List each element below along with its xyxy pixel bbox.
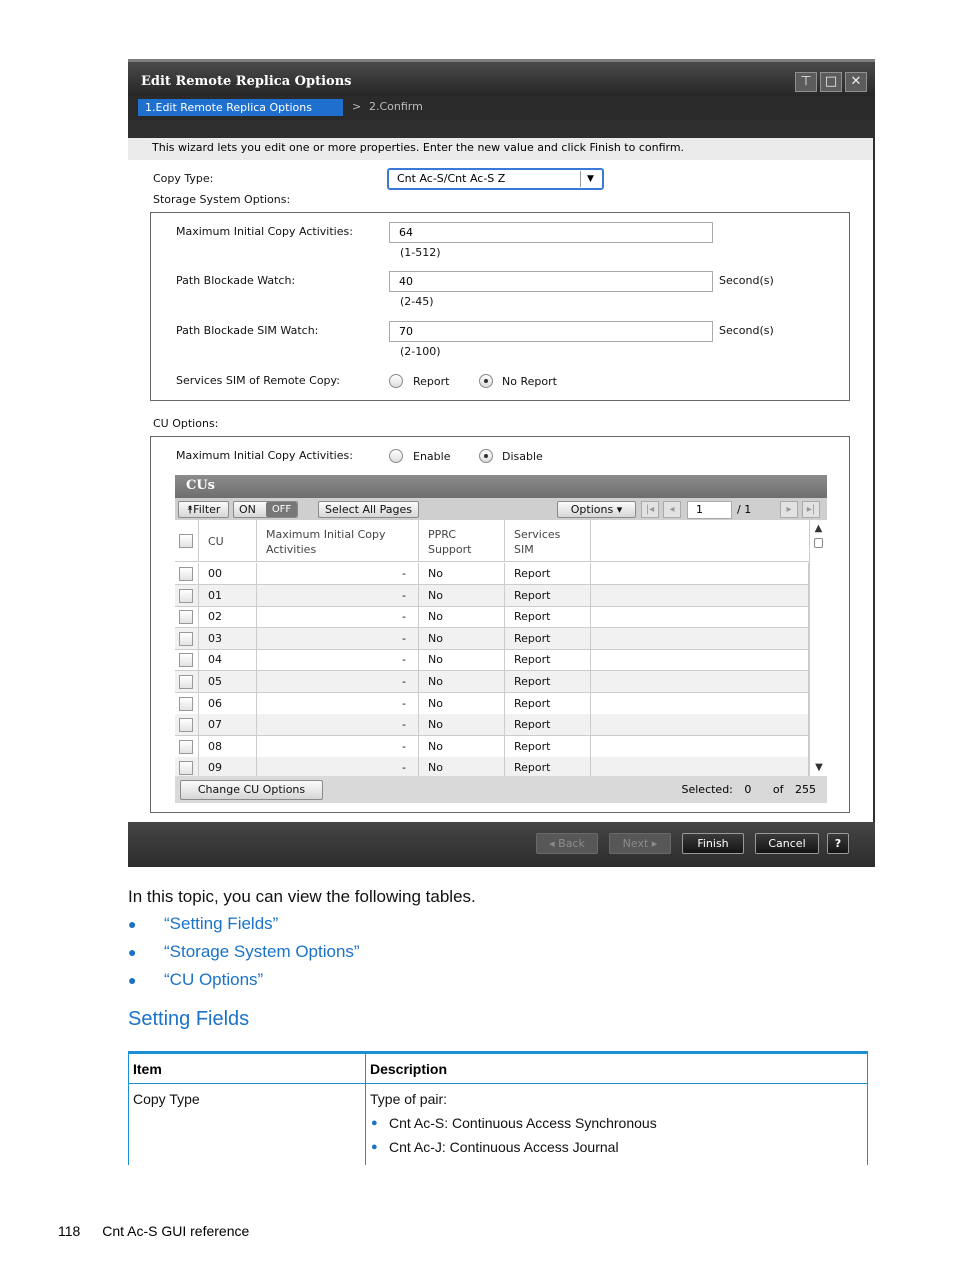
cell-services-sim: Report bbox=[505, 693, 591, 714]
cell-cu: 09 bbox=[199, 757, 257, 778]
finish-button[interactable]: Finish bbox=[682, 833, 744, 854]
cell-empty bbox=[591, 628, 809, 649]
path-blockade-watch-input[interactable]: 40 bbox=[389, 271, 713, 292]
close-icon[interactable]: ✕ bbox=[845, 72, 867, 92]
cell-max-initial-copy: - bbox=[257, 606, 419, 627]
wizard-intro: This wizard lets you edit one or more properties. Enter the new value and click Finish to confirm. bbox=[128, 138, 873, 160]
page-footer bbox=[58, 1223, 249, 1239]
scroll-thumb[interactable] bbox=[814, 538, 823, 548]
change-cu-options-button[interactable]: Change CU Options bbox=[180, 780, 323, 800]
table-row[interactable] bbox=[175, 563, 809, 585]
scroll-up-icon[interactable]: ▲ bbox=[814, 523, 823, 534]
row-checkbox[interactable] bbox=[179, 567, 193, 581]
link-storage-system-options[interactable]: ● “Storage System Options” bbox=[128, 942, 360, 961]
col-pprc-support[interactable]: PPRC Support bbox=[419, 520, 505, 562]
cell-cu: 02 bbox=[199, 606, 257, 627]
page-number: 118 bbox=[58, 1223, 81, 1239]
cu-max-initial-copy-label: Maximum Initial Copy Activities: bbox=[176, 449, 353, 462]
cu-disable-label: Disable bbox=[502, 450, 543, 463]
row-item: Copy Type bbox=[133, 1091, 200, 1107]
cell-max-initial-copy: - bbox=[257, 714, 419, 735]
cu-options-label: CU Options: bbox=[153, 417, 219, 430]
cell-max-initial-copy: - bbox=[257, 628, 419, 649]
cell-empty bbox=[591, 693, 809, 714]
table-row[interactable] bbox=[175, 628, 809, 650]
row-bullet-sync: Cnt Ac-S: Continuous Access Synchronous bbox=[389, 1115, 657, 1131]
cell-empty bbox=[591, 649, 809, 670]
header-description: Description bbox=[370, 1061, 448, 1077]
selected-count: 0 bbox=[744, 783, 752, 796]
cell-services-sim: Report bbox=[505, 671, 591, 692]
cell-empty bbox=[591, 606, 809, 627]
cus-toolbar bbox=[175, 498, 827, 520]
bullet-icon: ● bbox=[371, 1117, 378, 1129]
cell-cu: 03 bbox=[199, 628, 257, 649]
cell-cu: 04 bbox=[199, 649, 257, 670]
help-icon[interactable]: ? bbox=[827, 833, 849, 854]
cell-pprc-support: No bbox=[419, 714, 505, 735]
cus-title: CUs bbox=[175, 475, 827, 498]
table-row[interactable] bbox=[175, 693, 809, 715]
cell-empty bbox=[591, 563, 809, 584]
cell-max-initial-copy: - bbox=[257, 585, 419, 606]
table-column-divider bbox=[365, 1054, 366, 1165]
cell-services-sim: Report bbox=[505, 736, 591, 757]
copy-type-select[interactable] bbox=[387, 168, 604, 190]
cell-cu: 07 bbox=[199, 714, 257, 735]
cu-enable-label: Enable bbox=[413, 450, 451, 463]
storage-system-options-label: Storage System Options: bbox=[153, 193, 291, 206]
setting-fields-table bbox=[128, 1051, 868, 1165]
row-checkbox[interactable] bbox=[179, 632, 193, 646]
row-checkbox[interactable] bbox=[179, 589, 193, 603]
vertical-scrollbar[interactable] bbox=[809, 520, 827, 776]
cell-max-initial-copy: - bbox=[257, 757, 419, 778]
cell-services-sim: Report bbox=[505, 585, 591, 606]
chevron-down-icon: ▼ bbox=[580, 171, 600, 187]
path-blockade-watch-label: Path Blockade Watch: bbox=[176, 274, 296, 287]
path-blockade-sim-watch-input[interactable]: 70 bbox=[389, 321, 713, 342]
section-title: Setting Fields bbox=[128, 1008, 250, 1030]
cancel-button[interactable]: Cancel bbox=[755, 833, 819, 854]
edit-remote-replica-options-dialog bbox=[128, 59, 875, 867]
cell-cu: 05 bbox=[199, 671, 257, 692]
col-cu[interactable]: CU bbox=[199, 520, 257, 562]
cell-services-sim: Report bbox=[505, 757, 591, 778]
path-blockade-watch-range: (2-45) bbox=[400, 295, 434, 308]
topic-link-list bbox=[128, 914, 360, 998]
cell-pprc-support: No bbox=[419, 757, 505, 778]
cell-pprc-support: No bbox=[419, 563, 505, 584]
cell-services-sim: Report bbox=[505, 649, 591, 670]
cell-pprc-support: No bbox=[419, 736, 505, 757]
table-row[interactable] bbox=[175, 671, 809, 693]
cell-pprc-support: No bbox=[419, 693, 505, 714]
cell-pprc-support: No bbox=[419, 628, 505, 649]
path-blockade-sim-watch-range: (2-100) bbox=[400, 345, 441, 358]
dialog-title: Edit Remote Replica Options bbox=[141, 74, 352, 89]
cus-grid bbox=[175, 520, 809, 776]
cell-cu: 01 bbox=[199, 585, 257, 606]
table-row[interactable] bbox=[175, 649, 809, 671]
cell-empty bbox=[591, 714, 809, 735]
cell-services-sim: Report bbox=[505, 714, 591, 735]
cus-table-panel bbox=[175, 475, 827, 803]
dialog-footer bbox=[128, 822, 875, 867]
bullet-icon: ● bbox=[371, 1141, 378, 1153]
max-initial-copy-label: Maximum Initial Copy Activities: bbox=[176, 225, 353, 238]
select-all-pages-button[interactable]: Select All Pages bbox=[318, 501, 419, 518]
row-checkbox[interactable] bbox=[179, 761, 193, 775]
max-initial-copy-input[interactable]: 64 bbox=[389, 222, 713, 243]
table-header-row bbox=[129, 1054, 867, 1084]
services-sim-label: Services SIM of Remote Copy: bbox=[176, 374, 340, 387]
pin-icon[interactable]: ⊤ bbox=[795, 72, 817, 92]
row-checkbox[interactable] bbox=[179, 610, 193, 624]
link-cu-options[interactable]: ● “CU Options” bbox=[128, 970, 264, 989]
table-row[interactable] bbox=[175, 585, 809, 607]
cell-max-initial-copy: - bbox=[257, 693, 419, 714]
max-initial-copy-range: (1-512) bbox=[400, 246, 441, 259]
cell-max-initial-copy: - bbox=[257, 671, 419, 692]
wizard-steps bbox=[128, 96, 875, 120]
cell-max-initial-copy: - bbox=[257, 736, 419, 757]
step-edit-options[interactable]: 1.Edit Remote Replica Options bbox=[138, 99, 343, 116]
total-count: 255 bbox=[795, 783, 816, 796]
cell-max-initial-copy: - bbox=[257, 563, 419, 584]
cu-disable-radio[interactable] bbox=[479, 449, 493, 463]
cus-grid-header bbox=[175, 520, 809, 562]
services-sim-no-report-label: No Report bbox=[502, 375, 557, 388]
maximize-icon[interactable]: □ bbox=[820, 72, 842, 92]
cell-cu: 00 bbox=[199, 563, 257, 584]
filter-off-label: OFF bbox=[266, 502, 297, 517]
prev-page-icon[interactable]: ◂ bbox=[663, 501, 681, 518]
step-separator: > bbox=[352, 100, 362, 113]
back-button[interactable]: ◂ Back bbox=[536, 833, 598, 854]
cu-enable-radio[interactable] bbox=[389, 449, 403, 463]
filter-toggle[interactable] bbox=[233, 501, 298, 518]
copy-type-label: Copy Type: bbox=[153, 172, 214, 185]
selected-label: Selected: bbox=[681, 783, 733, 796]
step-confirm[interactable]: 2.Confirm bbox=[369, 100, 423, 113]
cell-empty bbox=[591, 585, 809, 606]
cell-cu: 08 bbox=[199, 736, 257, 757]
cell-services-sim: Report bbox=[505, 606, 591, 627]
cell-pprc-support: No bbox=[419, 649, 505, 670]
page-number-input[interactable]: 1 bbox=[687, 501, 732, 519]
dialog-content bbox=[128, 138, 873, 822]
cell-pprc-support: No bbox=[419, 585, 505, 606]
row-checkbox[interactable] bbox=[179, 653, 193, 667]
row-checkbox[interactable] bbox=[179, 718, 193, 732]
path-blockade-sim-watch-label: Path Blockade SIM Watch: bbox=[176, 324, 319, 337]
options-button[interactable]: Options ▾ bbox=[557, 501, 636, 518]
row-checkbox[interactable] bbox=[179, 697, 193, 711]
path-blockade-watch-unit: Second(s) bbox=[719, 274, 774, 287]
first-page-icon[interactable]: |◂ bbox=[641, 501, 659, 518]
link-setting-fields[interactable]: ● “Setting Fields” bbox=[128, 914, 279, 933]
header-item: Item bbox=[133, 1061, 162, 1077]
services-sim-report-radio[interactable] bbox=[389, 374, 403, 388]
cell-empty bbox=[591, 671, 809, 692]
filter-button[interactable]: ⯭Filter bbox=[178, 501, 229, 518]
cell-empty bbox=[591, 736, 809, 757]
cell-pprc-support: No bbox=[419, 671, 505, 692]
row-description: Type of pair: bbox=[370, 1091, 448, 1107]
col-services-sim[interactable]: Services SIM bbox=[505, 520, 591, 562]
table-row[interactable] bbox=[175, 714, 809, 736]
selection-count bbox=[682, 783, 817, 796]
cell-cu: 06 bbox=[199, 693, 257, 714]
table-row[interactable] bbox=[175, 736, 809, 758]
col-max-initial-copy[interactable]: Maximum Initial Copy Activities bbox=[257, 520, 419, 562]
filter-on-label: ON bbox=[239, 503, 256, 516]
cell-pprc-support: No bbox=[419, 606, 505, 627]
page-footer-title: Cnt Ac-S GUI reference bbox=[102, 1223, 250, 1239]
services-sim-no-report-radio[interactable] bbox=[479, 374, 493, 388]
scroll-down-icon[interactable]: ▼ bbox=[815, 762, 823, 773]
cell-services-sim: Report bbox=[505, 628, 591, 649]
copy-type-value: Cnt Ac-S/Cnt Ac-S Z bbox=[397, 172, 506, 185]
of-label: of bbox=[772, 783, 784, 796]
path-blockade-sim-watch-unit: Second(s) bbox=[719, 324, 774, 337]
row-checkbox[interactable] bbox=[179, 740, 193, 754]
table-row[interactable] bbox=[175, 606, 809, 628]
select-all-checkbox[interactable] bbox=[179, 534, 193, 548]
cus-footer bbox=[175, 776, 827, 803]
storage-system-options-group bbox=[150, 212, 850, 401]
page-total: / 1 bbox=[737, 503, 752, 516]
cell-max-initial-copy: - bbox=[257, 649, 419, 670]
topic-intro: In this topic, you can view the following tables. bbox=[128, 887, 476, 906]
row-checkbox[interactable] bbox=[179, 675, 193, 689]
cell-services-sim: Report bbox=[505, 563, 591, 584]
services-sim-report-label: Report bbox=[413, 375, 450, 388]
row-bullet-journal: Cnt Ac-J: Continuous Access Journal bbox=[389, 1139, 619, 1155]
next-page-icon[interactable]: ▸ bbox=[780, 501, 798, 518]
next-button[interactable]: Next ▸ bbox=[609, 833, 671, 854]
last-page-icon[interactable]: ▸| bbox=[802, 501, 820, 518]
dialog-titlebar bbox=[128, 59, 875, 96]
